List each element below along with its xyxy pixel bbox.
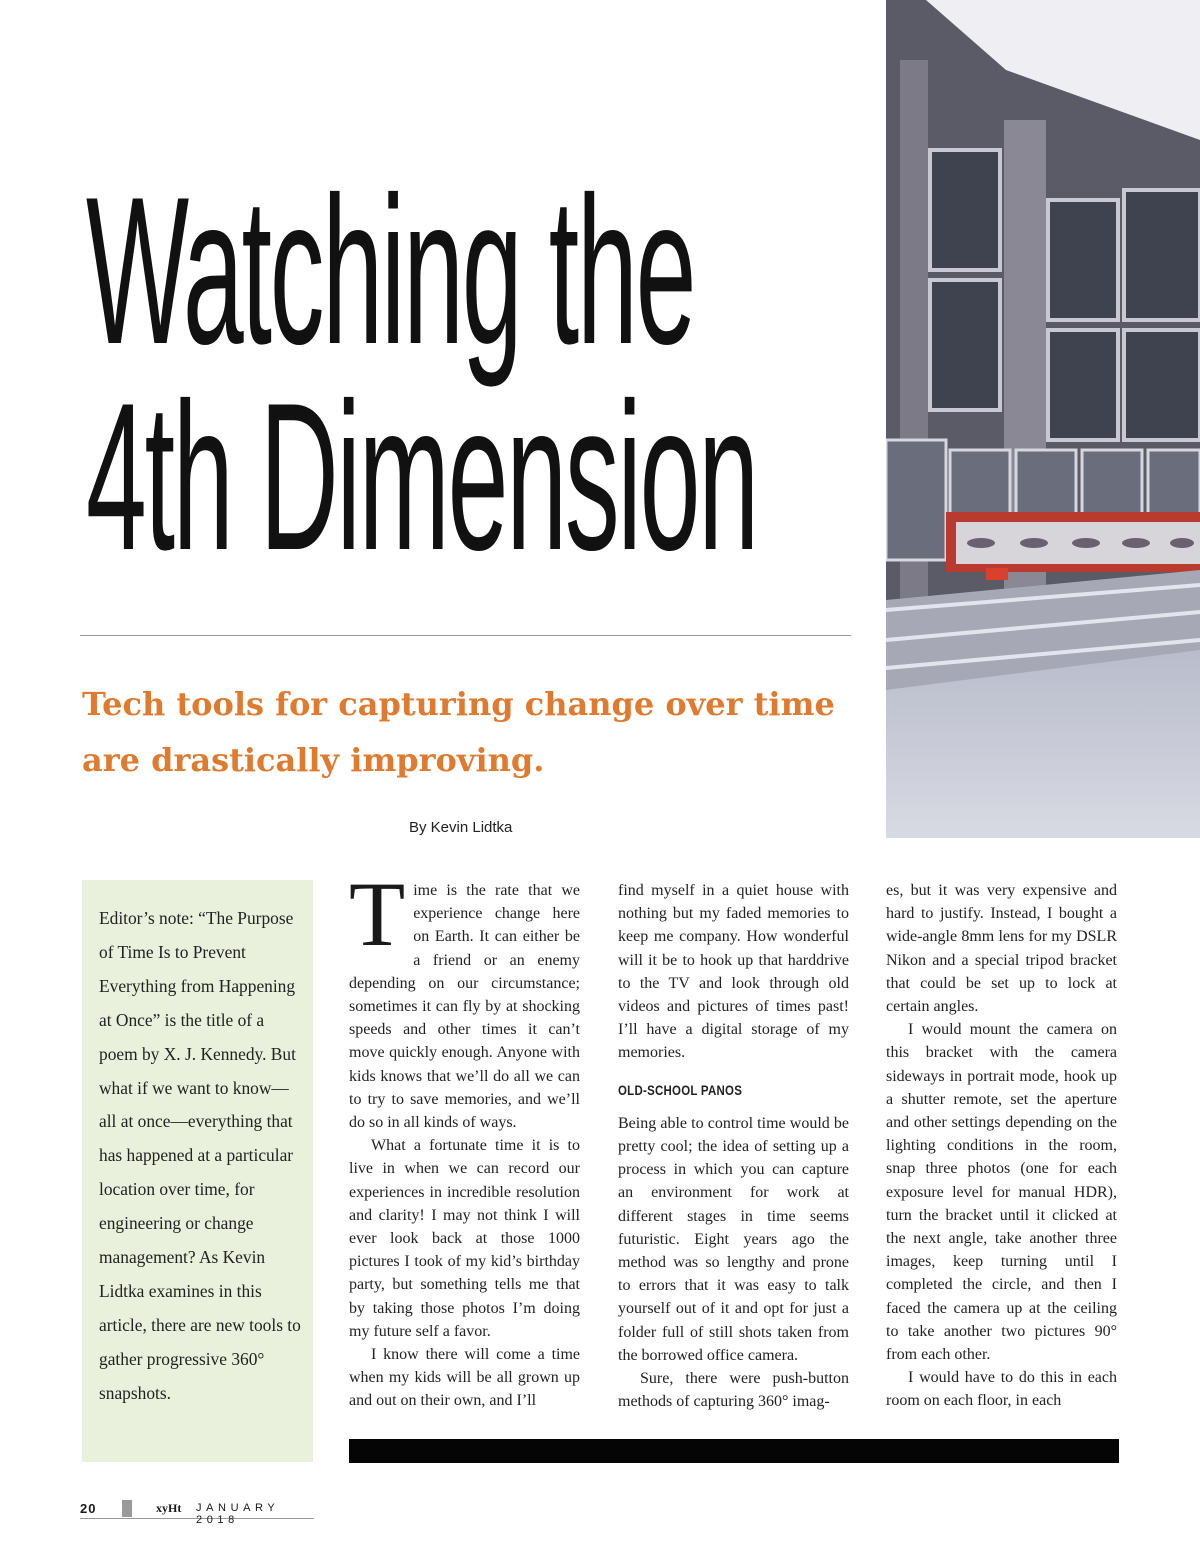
editors-note-sidebar (82, 880, 313, 1462)
paragraph: find myself in a quiet house with nothing but my faded memories to keep me company. How wonderful will it be to hook up that harddrive to the TV and look through old videos and pictures of times past! I’ll have a digital storage of my memories. (618, 882, 849, 1062)
building-photo-illustration (886, 0, 1200, 838)
article-subtitle: Tech tools for capturing change over time are drastically improving. (82, 685, 835, 779)
title-line-1: Watching the (86, 153, 695, 388)
issue-date: JANUARY 2018 (196, 1502, 280, 1526)
paragraph: ime is the rate that we experience change here on Earth. It can either be a friend or an enemy depending on our circumstance; sometimes it can fly by at shocking speeds and other times it can’t move quickly enough. Anyone with kids knows that we’ll do all we can to try to save memories, and we’ll do so in all kinds of ways. (349, 882, 580, 1132)
byline: By Kevin Lidtka (409, 819, 513, 836)
building-photo (886, 0, 1200, 838)
magazine-name: xyHt (156, 1501, 182, 1515)
article-title (86, 153, 757, 594)
paragraph: I would mount the camera on this bracket with the camera sideways in portrait mode, hook up a shutter remote, set the aperture and other settings depending on the lighting conditions in the room, snap three photos (one for each exposure level for manual HDR), turn the bracket until it clicked at the next angle, take another three images, keep turning until I completed the circle, and then I faced the camera up at the ceiling to take another two pictures 90° from each other. (886, 1021, 1117, 1364)
body-column-3 (886, 879, 1117, 1413)
page-footer (80, 1500, 314, 1526)
body-column-2 (618, 879, 849, 1413)
title-divider (80, 635, 851, 636)
paragraph: es, but it was very expensive and hard to justify. Instead, I bought a wide-angle 8mm lens for my DSLR Nikon and a special tripod bracket that could be set up to lock at certain angles. (886, 882, 1117, 1016)
paragraph: Being able to control time would be pretty cool; the idea of setting up a process in which you can capture an environment for work at different stages in time seems futuristic. Eight years ago the method was so lengthy and prone to errors that it was easy to talk yourself out of it and opt for just a folder full of still shots taken from the borrowed office camera. (618, 1114, 849, 1364)
bottom-black-bar (349, 1439, 1119, 1463)
paragraph: I would have to do this in each room on each floor, in each (886, 1369, 1117, 1410)
footer-marker (122, 1500, 132, 1517)
section-heading: OLD-SCHOOL PANOS (618, 1082, 743, 1098)
page-number: 20 (80, 1501, 97, 1516)
body-column-1 (349, 863, 580, 1413)
drop-cap: T (349, 863, 406, 965)
editors-note-text: Editor’s note: “The Purpose of Time Is to Prevent Everything from Happening at Once” is the title of a poem by X. J. Kennedy. But what if we want to know—all at once—everything that has happened at a particular location over time, for engineering or change management? As Kevin Lidtka examines in this article, there are new tools to gather progressive 360° snapshots. (99, 908, 301, 1403)
paragraph: Sure, there were push-button methods of capturing 360° imag- (618, 1370, 849, 1411)
paragraph: What a fortunate time it is to live in when we can record our experiences in incredible resolution and clarity! I may not think I will ever look back at those 1000 pictures I took of my kid’s birthday party, but something tells me that by taking those photos I’m doing my future self a favor. (349, 1137, 580, 1340)
title-line-2: 4th Dimension (86, 359, 757, 594)
paragraph: I know there will come a time when my kids will be all grown up and out on their own, and I’ll (349, 1346, 580, 1410)
